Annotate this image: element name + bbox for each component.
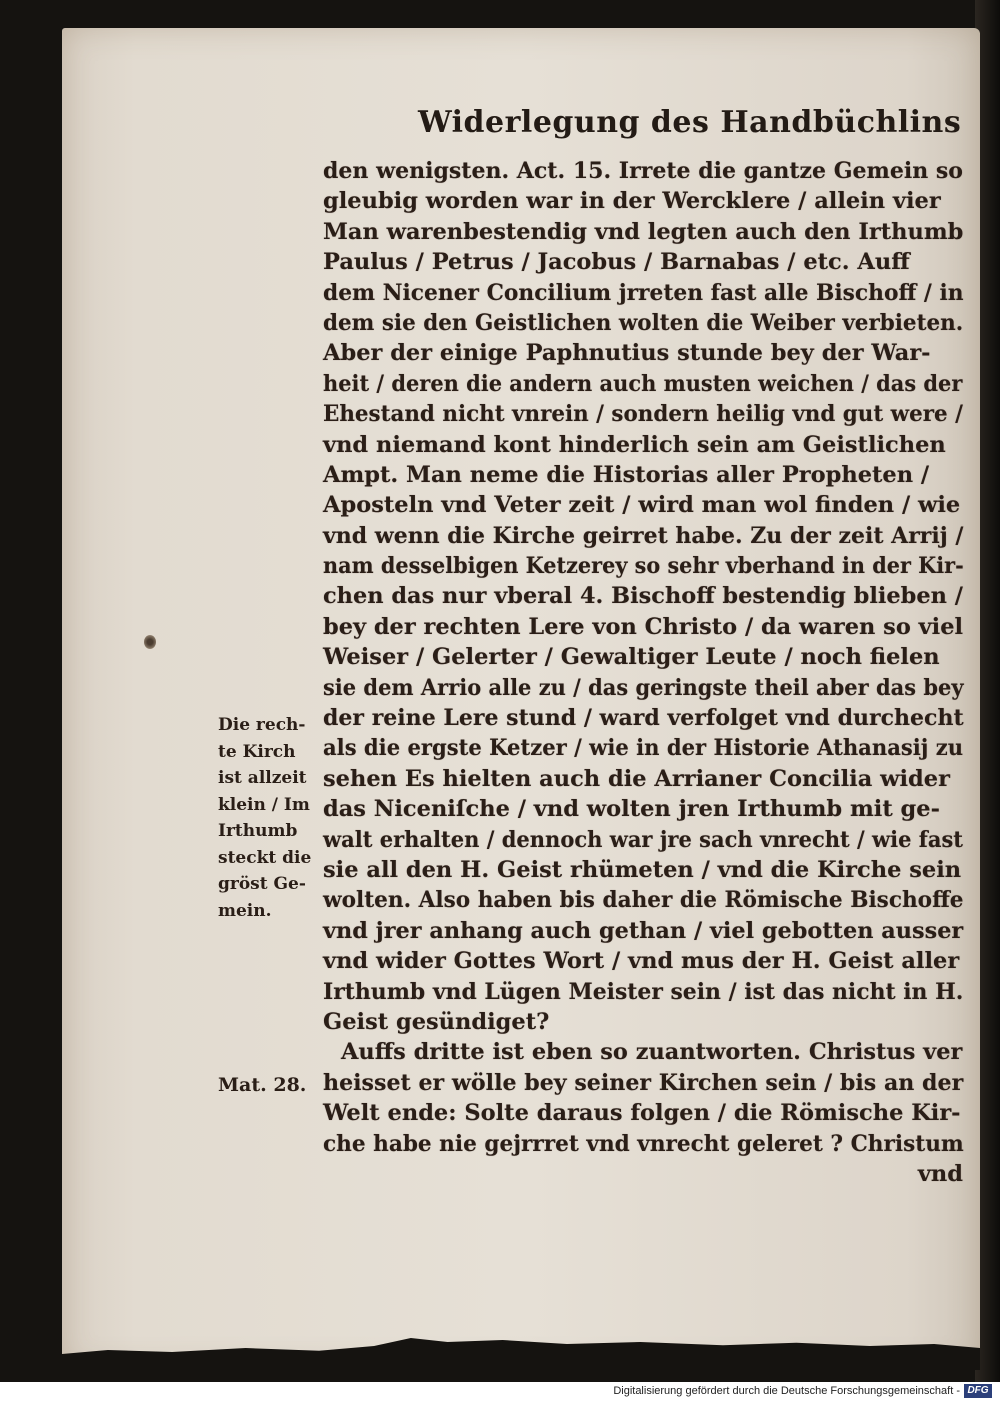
- margin-note-line: gröst Ge-: [218, 874, 306, 894]
- margin-note-line: Irthumb: [218, 821, 298, 841]
- text-line: dem sie den Geistlichen wolten die Weiber verbieten.: [323, 309, 964, 336]
- text-line: Paulus / Petrus / Jacobus / Barnabas / etc. Auff: [323, 249, 910, 276]
- text-line: heisset er wölle bey seiner Kirchen sein / bis an der: [323, 1069, 964, 1096]
- text-line: walt erhalten / dennoch war jre sach vnrecht / wie fast: [323, 826, 964, 853]
- margin-note-line: Die rech-: [218, 715, 306, 735]
- text-line: sie dem Arrio alle zu / das geringste theil aber das bey: [323, 674, 964, 701]
- text-line: sie all den H. Geist rhümeten / vnd die Kirche sein: [323, 856, 962, 883]
- text-line: das Niceniſche / vnd wolten jren Irthumb mit ge-: [323, 796, 940, 823]
- margin-note: [218, 712, 320, 924]
- footer-credit: Digitalisierung gefördert durch die Deutsche Forschungsgemeinschaft -: [613, 1385, 960, 1397]
- text-line: den wenigsten. Act. 15. Irrete die gantze Gemein so: [323, 158, 964, 184]
- text-line: vnd niemand kont hinderlich sein am Geistlichen: [323, 431, 946, 458]
- text-line: gleubig worden war in der Wercklere / allein vier: [323, 188, 941, 215]
- text-line: Ehestand nicht vnrein / sondern heilig vnd gut were /: [323, 401, 963, 428]
- text-line: als die ergste Ketzer / wie in der Historie Athanasij zu: [323, 735, 964, 762]
- text-line: vnd wider Gottes Wort / vnd mus der H. Geist aller: [323, 948, 960, 975]
- margin-note-line: steckt die: [218, 847, 312, 868]
- text-line: vnd jrer anhang auch gethan / viel gebotten ausser: [323, 917, 964, 944]
- margin-note-line: te Kirch: [218, 741, 296, 762]
- text-line: bey der rechten Lere von Christo / da waren so viel: [323, 613, 964, 640]
- text-line: vnd wenn die Kirche geirret habe. Zu der zeit Arrij /: [323, 522, 964, 549]
- text-line: vnd: [917, 1160, 963, 1187]
- margin-note-line: mein.: [218, 900, 272, 921]
- text-line: wolten. Also haben bis daher die Römische Bischoffe: [323, 887, 964, 914]
- text-line: che habe nie gejrrret vnd vnrecht geleret ? Christum: [323, 1130, 964, 1157]
- text-line: heit / deren die andern auch musten weichen / das der: [323, 370, 963, 397]
- text-line: Irthumb vnd Lügen Meister sein / ist das nicht in H.: [323, 978, 964, 1005]
- text-line: dem Nicener Concilium jrreten fast alle Bischoff / in: [323, 279, 964, 306]
- running-header: Widerlegung des Handbüchlins: [418, 105, 962, 140]
- margin-note-line: klein / Im: [218, 794, 310, 815]
- text-line: Welt ende: Solte daraus folgen / die Römische Kir-: [323, 1100, 961, 1127]
- main-text-block: [323, 156, 963, 1189]
- text-line: Auffs dritte ist eben so zuantworten. Christus ver: [340, 1039, 963, 1066]
- text-line: Man warenbestendig vnd legten auch den Irthumb: [323, 218, 964, 245]
- text-line: Geist gesündiget?: [323, 1008, 550, 1035]
- margin-reference: Mat. 28.: [218, 1074, 307, 1096]
- text-line: Aber der einige Paphnutius stunde bey der War-: [323, 340, 931, 367]
- text-line: Aposteln vnd Veter zeit / wird man wol finden / wie: [323, 492, 961, 519]
- text-line: sehen Es hielten auch die Arrianer Concilia wider: [323, 765, 950, 792]
- ink-stain: [144, 635, 156, 649]
- text-line: Weiser / Gelerter / Gewaltiger Leute / noch fielen: [323, 644, 940, 671]
- margin-note-line: ist allzeit: [218, 768, 307, 788]
- text-line: Ampt. Man neme die Historias aller Propheten /: [323, 461, 930, 488]
- text-line: chen das nur vberal 4. Bischoff bestendig blieben /: [323, 583, 963, 610]
- text-line: nam desselbigen Ketzerey so sehr vberhand in der Kir-: [323, 553, 964, 580]
- dfg-logo: DFG: [964, 1384, 992, 1398]
- text-line: der reine Lere stund / ward verfolget vnd durchecht: [323, 705, 964, 732]
